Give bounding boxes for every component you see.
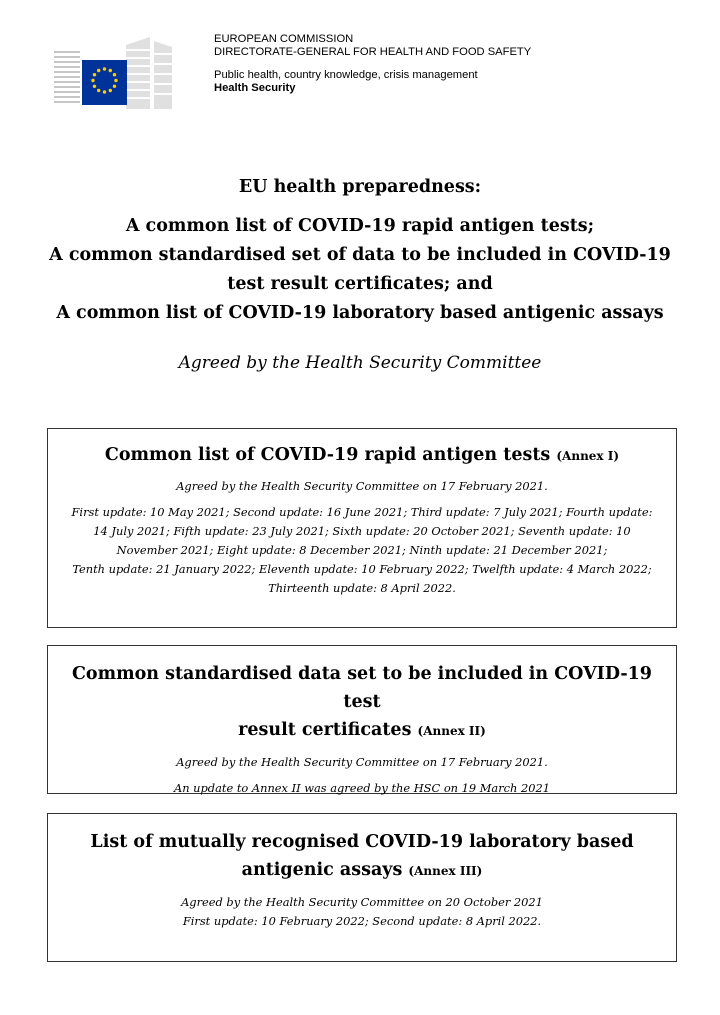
annex-3-label: (Annex III) (408, 864, 483, 878)
annex-2-box (47, 645, 677, 794)
page-header (54, 33, 694, 113)
annex-2-title-line: Common standardised data set to be included in COVID-19 test (72, 664, 652, 712)
document-title-block (20, 176, 700, 374)
annex-3-agreed-date: Agreed by the Health Security Committee on 20 October 2021 (181, 895, 543, 909)
annex-2-update: An update to Annex II was agreed by the HSC on 19 March 2021 (174, 781, 550, 795)
annex-1-label: (Annex I) (556, 449, 620, 463)
subtitle-line: A common list of COVID-19 laboratory based antigenic assays (56, 303, 664, 323)
annex-3-title-line: List of mutually recognised COVID-19 laboratory based (90, 832, 634, 852)
annex-1-heading (58, 441, 666, 470)
annex-3-title-line: antigenic assays (241, 860, 403, 880)
subtitle-line: A common list of COVID-19 rapid antigen tests; (125, 216, 595, 236)
annex-2-label: (Annex II) (417, 724, 486, 738)
subtitle-line: test result certificates; and (227, 274, 493, 294)
annex-2-agreed-date: Agreed by the Health Security Committee on 17 February 2021. (176, 755, 548, 769)
organisation-block (214, 33, 531, 95)
update-line: Thirteenth update: 8 April 2022. (268, 581, 456, 595)
european-commission-logo (54, 37, 172, 109)
document-subtitle (20, 212, 700, 328)
unit-name: Public health, country knowledge, crisis management (214, 69, 478, 81)
agreed-by-note: Agreed by the Health Security Committee (178, 353, 542, 373)
document-title: EU health preparedness: (238, 177, 482, 197)
annex-3-updates: First update: 10 February 2022; Second update: 8 April 2022. (182, 914, 542, 928)
directorate-name: DIRECTORATE-GENERAL FOR HEALTH AND FOOD SAFETY (214, 46, 532, 58)
annex-3-box (47, 813, 677, 962)
update-line: First update: 10 May 2021; Second update: 16 June 2021; Third update: 7 July 2021; Fourth update: (71, 505, 653, 519)
annex-3-heading (54, 828, 670, 885)
annex-2-heading (54, 660, 670, 745)
sub-unit-name: Health Security (214, 82, 296, 94)
annex-1-box (47, 428, 677, 628)
update-line: 14 July 2021; Fifth update: 23 July 2021; Sixth update: 20 October 2021; Seventh update: 10 (93, 524, 631, 538)
update-line: November 2021; Eight update: 8 December 2021; Ninth update: 21 December 2021; (116, 543, 608, 557)
subtitle-line: A common standardised set of data to be included in COVID-19 (49, 245, 671, 265)
annex-1-title: Common list of COVID-19 rapid antigen tests (104, 445, 551, 465)
org-name: EUROPEAN COMMISSION (214, 33, 354, 45)
update-line: Tenth update: 21 January 2022; Eleventh update: 10 February 2022; Twelfth update: 4 March 2022; (72, 562, 652, 576)
annex-1-agreed-date: Agreed by the Health Security Committee on 17 February 2021. (176, 479, 548, 493)
annex-1-updates (58, 503, 666, 598)
annex-2-title-line: result certificates (238, 720, 412, 740)
